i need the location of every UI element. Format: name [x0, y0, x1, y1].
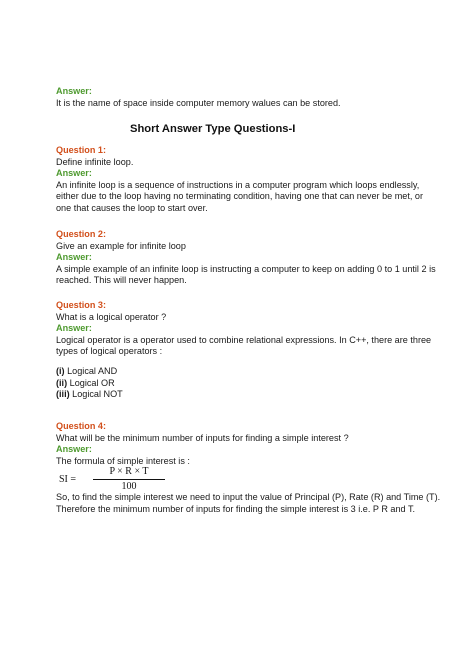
question-label: Question 2: [56, 229, 107, 239]
section-title: Short Answer Type Questions-I [130, 123, 296, 135]
intro-answer-block [56, 86, 426, 109]
simple-interest-formula [59, 466, 199, 494]
answer-line: A simple example of an infinite loop is instructing a computer to keep on adding 0 to 1 until 2 is [56, 263, 436, 274]
list-text: Logical AND [64, 365, 118, 376]
list-item [56, 366, 426, 378]
formula-numerator: P × R × T [109, 466, 149, 477]
list-text: Logical OR [67, 377, 115, 388]
list-num: (ii) [56, 377, 68, 388]
list-text: Logical NOT [69, 389, 123, 400]
list-item [56, 378, 426, 390]
question-label: Question 3: [56, 300, 107, 310]
answer-label: Answer: [56, 252, 92, 263]
answer-line: Therefore the minimum number of inputs for finding the simple interest is 3 i.e. P R and T. [56, 503, 416, 514]
answer-line: Logical operator is a operator used to combine relational expressions. In C++, there are three [56, 334, 432, 345]
question-text: Define infinite loop. [56, 156, 134, 167]
question-1-block [56, 145, 426, 215]
formula-denominator: 100 [121, 481, 137, 492]
question-4-conclusion [56, 492, 441, 515]
question-label: Question 1: [56, 145, 107, 155]
answer-line: An infinite loop is a sequence of instructions in a computer program which loops endlessly, [56, 179, 420, 190]
answer-line: either due to the loop having no terminating condition, having one that can never be met, or [56, 191, 424, 202]
answer-text: It is the name of space inside computer memory walues can be stored. [56, 97, 341, 108]
formula-lhs: SI = [59, 474, 77, 485]
answer-label: Answer: [56, 444, 92, 455]
question-4-block [56, 421, 426, 467]
formula-intro: The formula of simple interest is : [56, 455, 190, 466]
question-label: Question 4: [56, 421, 107, 431]
list-item [56, 389, 426, 401]
question-3-block [56, 300, 432, 401]
answer-line: reached. This will never happen. [56, 275, 187, 286]
fraction-bar [93, 479, 165, 480]
question-text: What will be the minimum number of inputs for finding a simple interest ? [56, 432, 349, 443]
answer-label: Answer: [56, 168, 92, 179]
question-text: What is a logical operator ? [56, 311, 167, 322]
answer-label: Answer: [56, 86, 92, 96]
answer-line: So, to find the simple interest we need to input the value of Principal (P), Rate (R) and Time (T). [56, 492, 441, 502]
answer-line: types of logical operators : [56, 346, 163, 357]
list-num: (i) [56, 365, 65, 376]
question-2-block [56, 229, 436, 287]
list-num: (iii) [56, 389, 70, 400]
answer-label: Answer: [56, 323, 92, 334]
answer-line: one that causes the loop to start over. [56, 202, 208, 213]
question-text: Give an example for infinite loop [56, 240, 186, 251]
